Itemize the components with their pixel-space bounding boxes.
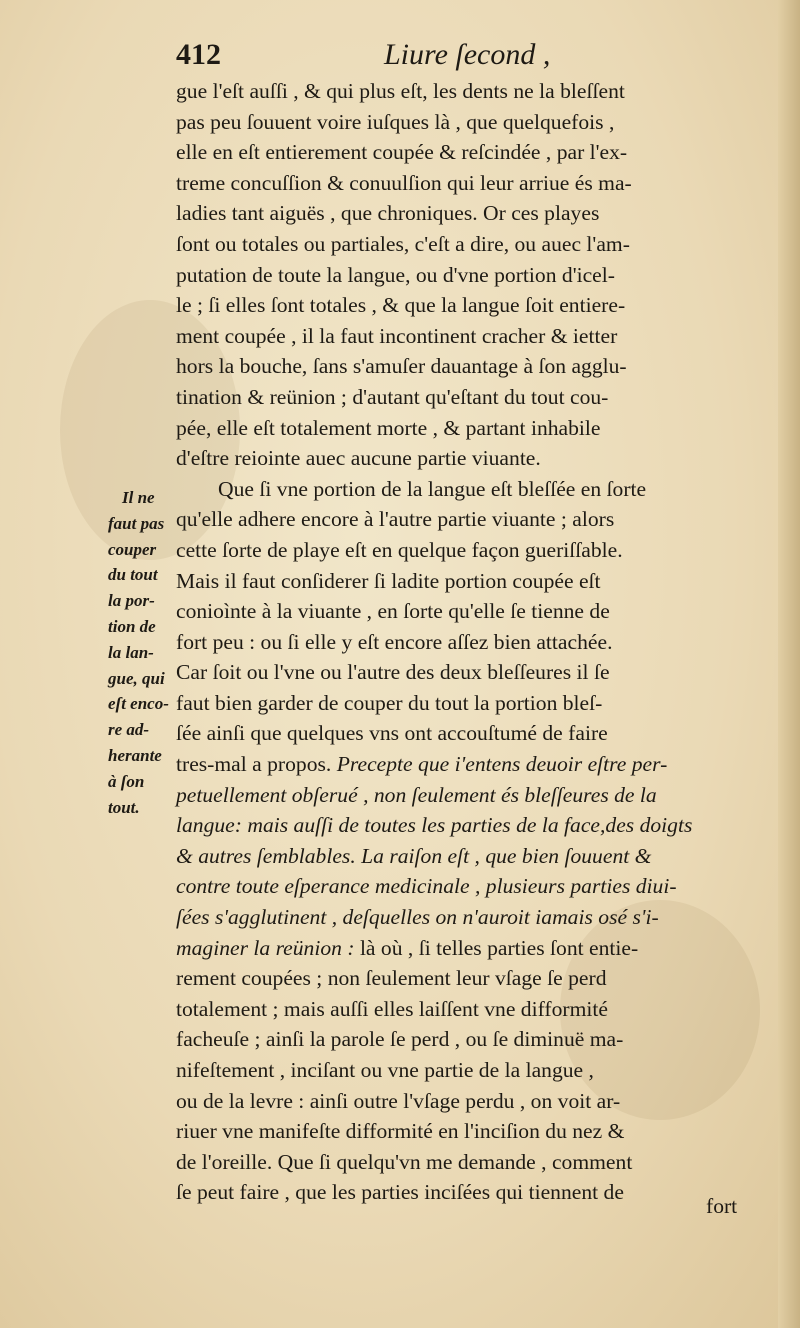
text-line: totalement ; mais auſſi elles laiſſent vne difformité: [176, 996, 608, 1021]
running-title: Liure ſecond ,: [384, 38, 551, 71]
catchword: fort: [706, 1194, 738, 1218]
margin-note-line: eſt enco-: [108, 694, 169, 714]
page-header: [176, 38, 596, 78]
text-line: hors la bouche, ſans s'amuſer dauantage à ſon agglu-: [176, 354, 627, 379]
text-line: ſées s'agglutinent , deſquelles on n'auroit iamais osé s'i-: [176, 905, 659, 930]
margin-note-line: Il ne: [122, 488, 155, 507]
text-run-italic: maginer la reünion :: [176, 935, 355, 960]
text-line: ment coupée , il la faut incontinent cracher & ietter: [176, 323, 618, 348]
text-run-italic: Precepte que i'entens deuoir eſtre per-: [336, 752, 668, 777]
text-line: qu'elle adhere encore à l'autre partie viuante ; alors: [176, 507, 615, 532]
text-line: facheuſe ; ainſi la parole ſe perd , ou ſe diminuë ma-: [176, 1027, 624, 1052]
margin-note-line: la lan-: [108, 642, 154, 662]
text-line: Mais il faut conſiderer ſi ladite portion coupée eſt: [176, 568, 601, 593]
text-line: tination & reünion ; d'autant qu'eſtant du tout cou-: [176, 384, 609, 409]
text-line: petuellement obſerué , non ſeulement és bleſſeures de la: [176, 782, 657, 807]
margin-note-line: gue, qui: [108, 668, 165, 688]
text-run: là où , ſi telles parties ſont entie-: [359, 935, 639, 960]
text-line: pée, elle eſt totalement morte , & partant inhabile: [176, 415, 601, 440]
text-line: [176, 841, 754, 872]
text-line: Que ſi vne portion de la langue eſt bleſſée en ſorte: [218, 476, 647, 501]
text-line: ſée ainſi que quelques vns ont accouſtumé de faire: [176, 721, 608, 746]
text-line: contre toute eſperance medicinale , plusieurs parties diui-: [176, 874, 677, 899]
text-run-italic: La raiſon eſt , que bien ſouuent &: [361, 843, 652, 868]
text-line: treme concuſſion & conuulſion qui leur arriue és ma-: [176, 170, 632, 195]
text-line: d'eſtre reiointe auec aucune partie viuante.: [176, 446, 541, 471]
text-line: faut bien garder de couper du tout la portion bleſ-: [176, 690, 603, 715]
text-run: tres-mal a propos.: [176, 752, 332, 777]
text-line: conioìnte à la viuante , en ſorte qu'elle ſe tienne de: [176, 599, 610, 624]
text-line: le ; ſi elles ſont totales , & que la langue ſoit entiere-: [176, 293, 626, 318]
text-line: cette ſorte de playe eſt en quelque façon gueriſſable.: [176, 537, 623, 562]
text-line: de l'oreille. Que ſi quelqu'vn me demande , comment: [176, 1149, 633, 1174]
page-edge: [778, 0, 800, 1328]
margin-note-line: à ſon: [108, 771, 145, 791]
text-line: [176, 933, 754, 964]
margin-note-line: couper: [108, 539, 157, 559]
text-line: Car ſoit ou l'vne ou l'autre des deux bleſſeures il ſe: [176, 660, 610, 685]
text-line: putation de toute la langue, ou d'vne portion d'icel-: [176, 262, 615, 287]
margin-note-line: tout.: [108, 797, 140, 817]
margin-note-line: re ad-: [108, 720, 150, 740]
text-line: gue l'eſt auſſi , & qui plus eſt, les dents ne la bleſſent: [176, 79, 625, 103]
margin-note-line: du tout: [108, 565, 158, 585]
marginal-note: [108, 485, 180, 820]
text-line: fort peu : ou ſi elle y eſt encore aſſez bien attachée.: [176, 629, 613, 654]
text-line: langue: mais auſſi de toutes les parties de la face,des doigts: [176, 813, 693, 838]
margin-note-line: la por-: [108, 591, 155, 611]
text-line: nifeſtement , inciſant ou vne partie de la langue ,: [176, 1058, 594, 1082]
text-line: ſe peut faire , que les parties inciſées qui tiennent de: [176, 1180, 624, 1205]
text-run-italic: & autres ſemblables.: [176, 843, 356, 868]
text-line: ladies tant aiguës , que chroniques. Or ces playes: [176, 201, 600, 226]
page-number: 412: [176, 38, 221, 71]
text-line: ſont ou totales ou partiales, c'eſt a dire, ou auec l'am-: [176, 231, 630, 256]
margin-note-line: herante: [108, 745, 162, 765]
text-line: pas peu ſouuent voire iuſques là , que quelquefois ,: [176, 109, 615, 134]
text-line: rement coupées ; non ſeulement leur vſage ſe perd: [176, 966, 607, 991]
body-text: [176, 76, 754, 1208]
text-line: elle en eſt entierement coupée & reſcindée , par l'ex-: [176, 140, 628, 165]
text-line: [176, 749, 754, 780]
text-line: riuer vne manifeſte difformité en l'inciſion du nez &: [176, 1119, 625, 1144]
margin-note-line: faut pas: [108, 513, 165, 533]
margin-note-line: tion de: [108, 616, 156, 636]
text-line: ou de la levre : ainſi outre l'vſage perdu , on voit ar-: [176, 1088, 621, 1113]
